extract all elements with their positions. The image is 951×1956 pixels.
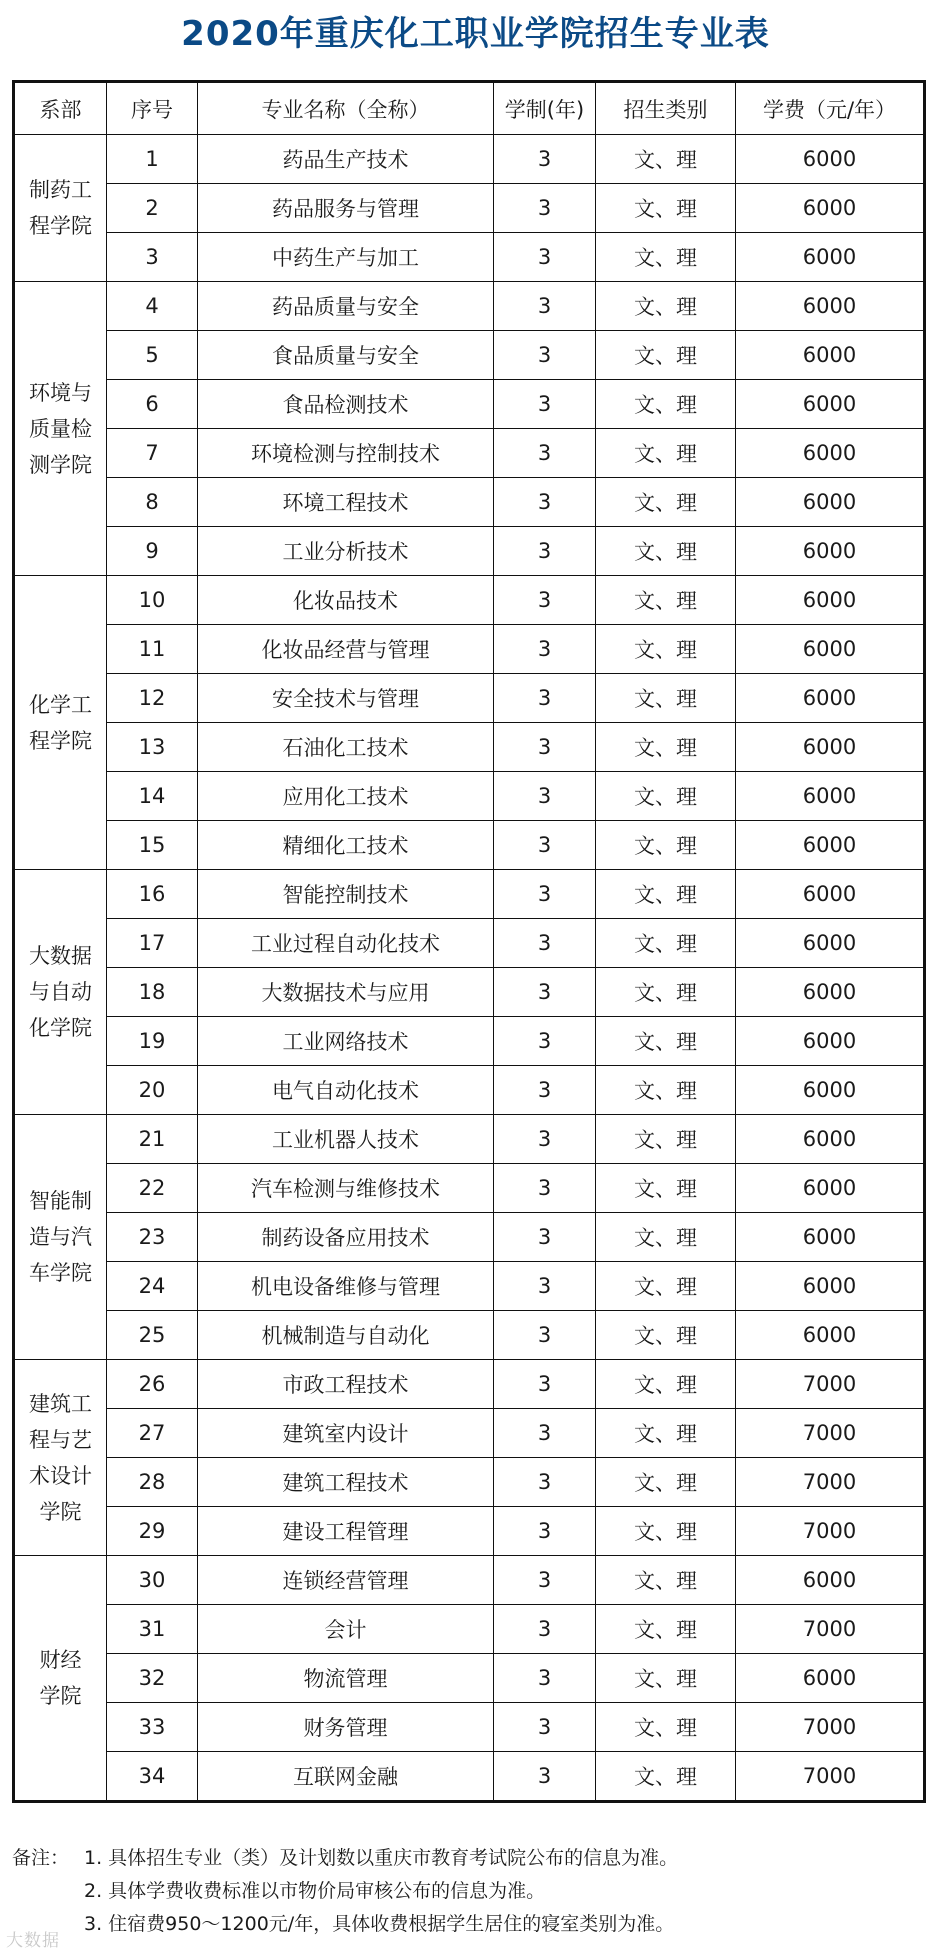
years-cell: 3 (494, 1654, 596, 1703)
major-name-cell: 食品检测技术 (198, 380, 494, 429)
department-name-line: 程与艺 (29, 1427, 92, 1452)
major-name-cell: 化妆品技术 (198, 576, 494, 625)
table-row (14, 968, 925, 1017)
years-cell: 3 (494, 1360, 596, 1409)
table-row (14, 1458, 925, 1507)
department-cell (14, 1556, 107, 1802)
tuition-cell: 6000 (736, 1654, 925, 1703)
tuition-cell: 6000 (736, 1311, 925, 1360)
major-number-cell: 11 (107, 625, 198, 674)
tuition-cell: 6000 (736, 429, 925, 478)
major-number-cell: 4 (107, 282, 198, 331)
table-row (14, 1066, 925, 1115)
tuition-cell: 6000 (736, 1213, 925, 1262)
table-row (14, 1605, 925, 1654)
table-row (14, 331, 925, 380)
category-cell: 文、理 (596, 1262, 736, 1311)
majors-table (12, 80, 926, 1803)
department-name-line: 学院 (39, 1684, 82, 1708)
major-name-cell: 药品生产技术 (198, 135, 494, 184)
department-cell (14, 576, 107, 870)
major-name-cell: 大数据技术与应用 (198, 968, 494, 1017)
table-row (14, 1507, 925, 1556)
table-row (14, 1752, 925, 1802)
major-name-cell: 互联网金融 (198, 1752, 494, 1802)
category-cell: 文、理 (596, 1605, 736, 1654)
department-name-line: 程学院 (29, 728, 92, 753)
tuition-cell: 6000 (736, 135, 925, 184)
table-row (14, 1703, 925, 1752)
major-number-cell: 28 (107, 1458, 198, 1507)
category-cell: 文、理 (596, 1507, 736, 1556)
years-cell: 3 (494, 1507, 596, 1556)
table-row (14, 429, 925, 478)
tuition-cell: 6000 (736, 527, 925, 576)
major-number-cell: 3 (107, 233, 198, 282)
major-number-cell: 1 (107, 135, 198, 184)
category-cell: 文、理 (596, 135, 736, 184)
category-cell: 文、理 (596, 1360, 736, 1409)
tuition-cell: 6000 (736, 723, 925, 772)
tuition-cell: 6000 (736, 380, 925, 429)
table-row (14, 1017, 925, 1066)
table-row (14, 478, 925, 527)
header-years: 学制(年) (494, 82, 596, 135)
table-row (14, 576, 925, 625)
major-number-cell: 23 (107, 1213, 198, 1262)
years-cell: 3 (494, 1311, 596, 1360)
years-cell: 3 (494, 968, 596, 1017)
years-cell: 3 (494, 1213, 596, 1262)
years-cell: 3 (494, 233, 596, 282)
years-cell: 3 (494, 1115, 596, 1164)
table-header-row (14, 82, 925, 135)
department-name-line: 学院 (39, 1499, 82, 1524)
tuition-cell: 6000 (736, 478, 925, 527)
category-cell: 文、理 (596, 184, 736, 233)
category-cell: 文、理 (596, 282, 736, 331)
category-cell: 文、理 (596, 527, 736, 576)
tuition-cell: 6000 (736, 870, 925, 919)
tuition-cell: 7000 (736, 1458, 925, 1507)
department-name-line: 财经 (39, 1648, 82, 1672)
category-cell: 文、理 (596, 1164, 736, 1213)
table-row (14, 1164, 925, 1213)
category-cell: 文、理 (596, 380, 736, 429)
category-cell: 文、理 (596, 1703, 736, 1752)
table-row (14, 135, 925, 184)
major-number-cell: 25 (107, 1311, 198, 1360)
category-cell: 文、理 (596, 576, 736, 625)
major-number-cell: 7 (107, 429, 198, 478)
note-item: 1. 具体招生专业（类）及计划数以重庆市教育考试院公布的信息为准。 (84, 1847, 679, 1869)
years-cell: 3 (494, 331, 596, 380)
tuition-cell: 6000 (736, 1115, 925, 1164)
department-name-line: 测学院 (29, 452, 92, 477)
tuition-cell: 6000 (736, 625, 925, 674)
header-tuition: 学费（元/年） (736, 82, 925, 135)
category-cell: 文、理 (596, 723, 736, 772)
years-cell: 3 (494, 478, 596, 527)
tuition-cell: 6000 (736, 1556, 925, 1605)
years-cell: 3 (494, 870, 596, 919)
years-cell: 3 (494, 723, 596, 772)
major-number-cell: 31 (107, 1605, 198, 1654)
header-category: 招生类别 (596, 82, 736, 135)
department-cell (14, 135, 107, 282)
major-number-cell: 15 (107, 821, 198, 870)
table-row (14, 625, 925, 674)
category-cell: 文、理 (596, 1556, 736, 1605)
major-number-cell: 20 (107, 1066, 198, 1115)
notes-label: 备注： (12, 1847, 70, 1869)
category-cell: 文、理 (596, 331, 736, 380)
major-name-cell: 石油化工技术 (198, 723, 494, 772)
major-name-cell: 财务管理 (198, 1703, 494, 1752)
table-row (14, 1654, 925, 1703)
major-number-cell: 6 (107, 380, 198, 429)
tuition-cell: 7000 (736, 1409, 925, 1458)
table-row (14, 1556, 925, 1605)
tuition-cell: 7000 (736, 1507, 925, 1556)
tuition-cell: 6000 (736, 772, 925, 821)
category-cell: 文、理 (596, 1458, 736, 1507)
major-number-cell: 30 (107, 1556, 198, 1605)
major-name-cell: 市政工程技术 (198, 1360, 494, 1409)
department-cell (14, 1360, 107, 1556)
category-cell: 文、理 (596, 1311, 736, 1360)
years-cell: 3 (494, 380, 596, 429)
majors-table-container (12, 80, 923, 1803)
years-cell: 3 (494, 429, 596, 478)
major-number-cell: 9 (107, 527, 198, 576)
category-cell: 文、理 (596, 919, 736, 968)
major-number-cell: 18 (107, 968, 198, 1017)
major-name-cell: 制药设备应用技术 (198, 1213, 494, 1262)
table-row (14, 821, 925, 870)
years-cell: 3 (494, 1458, 596, 1507)
tuition-cell: 6000 (736, 1164, 925, 1213)
table-row (14, 919, 925, 968)
years-cell: 3 (494, 282, 596, 331)
tuition-cell: 6000 (736, 184, 925, 233)
table-row (14, 1409, 925, 1458)
table-row (14, 674, 925, 723)
years-cell: 3 (494, 1409, 596, 1458)
note-item: 2. 具体学费收费标准以市物价局审核公布的信息为准。 (84, 1880, 546, 1902)
major-name-cell: 环境工程技术 (198, 478, 494, 527)
department-name-line: 环境与 (29, 380, 92, 405)
tuition-cell: 6000 (736, 674, 925, 723)
years-cell: 3 (494, 1703, 596, 1752)
category-cell: 文、理 (596, 674, 736, 723)
department-name-line: 程学院 (29, 214, 92, 238)
major-name-cell: 建设工程管理 (198, 1507, 494, 1556)
major-number-cell: 32 (107, 1654, 198, 1703)
department-name-line: 化学工 (29, 692, 92, 717)
category-cell: 文、理 (596, 772, 736, 821)
major-name-cell: 精细化工技术 (198, 821, 494, 870)
years-cell: 3 (494, 527, 596, 576)
department-name-line: 造与汽 (29, 1225, 92, 1249)
major-number-cell: 17 (107, 919, 198, 968)
major-number-cell: 34 (107, 1752, 198, 1802)
table-row (14, 380, 925, 429)
years-cell: 3 (494, 625, 596, 674)
major-number-cell: 21 (107, 1115, 198, 1164)
tuition-cell: 6000 (736, 1017, 925, 1066)
major-name-cell: 药品服务与管理 (198, 184, 494, 233)
notes-section (12, 1842, 932, 1941)
category-cell: 文、理 (596, 821, 736, 870)
tuition-cell: 6000 (736, 1066, 925, 1115)
table-row (14, 1115, 925, 1164)
major-number-cell: 8 (107, 478, 198, 527)
category-cell: 文、理 (596, 429, 736, 478)
tuition-cell: 7000 (736, 1752, 925, 1802)
years-cell: 3 (494, 576, 596, 625)
department-name-line: 术设计 (29, 1463, 92, 1488)
major-name-cell: 汽车检测与维修技术 (198, 1164, 494, 1213)
major-number-cell: 26 (107, 1360, 198, 1409)
major-name-cell: 建筑工程技术 (198, 1458, 494, 1507)
major-name-cell: 食品质量与安全 (198, 331, 494, 380)
major-name-cell: 环境检测与控制技术 (198, 429, 494, 478)
major-number-cell: 29 (107, 1507, 198, 1556)
table-row (14, 282, 925, 331)
category-cell: 文、理 (596, 478, 736, 527)
major-name-cell: 安全技术与管理 (198, 674, 494, 723)
major-name-cell: 工业过程自动化技术 (198, 919, 494, 968)
category-cell: 文、理 (596, 1213, 736, 1262)
table-row (14, 184, 925, 233)
department-name-line: 与自动 (29, 980, 92, 1004)
table-row (14, 772, 925, 821)
major-number-cell: 24 (107, 1262, 198, 1311)
years-cell: 3 (494, 772, 596, 821)
table-row (14, 723, 925, 772)
major-name-cell: 工业机器人技术 (198, 1115, 494, 1164)
tuition-cell: 7000 (736, 1360, 925, 1409)
table-body (14, 135, 925, 1802)
years-cell: 3 (494, 1017, 596, 1066)
category-cell: 文、理 (596, 1752, 736, 1802)
major-number-cell: 14 (107, 772, 198, 821)
tuition-cell: 6000 (736, 576, 925, 625)
major-number-cell: 22 (107, 1164, 198, 1213)
major-name-cell: 中药生产与加工 (198, 233, 494, 282)
department-cell (14, 870, 107, 1115)
category-cell: 文、理 (596, 1066, 736, 1115)
table-row (14, 527, 925, 576)
years-cell: 3 (494, 1262, 596, 1311)
years-cell: 3 (494, 1164, 596, 1213)
tuition-cell: 7000 (736, 1703, 925, 1752)
major-number-cell: 10 (107, 576, 198, 625)
department-name-line: 车学院 (29, 1261, 92, 1285)
category-cell: 文、理 (596, 1017, 736, 1066)
note-item: 3. 住宿费950～1200元/年，具体收费根据学生居住的寝室类别为准。 (84, 1913, 675, 1935)
major-name-cell: 物流管理 (198, 1654, 494, 1703)
category-cell: 文、理 (596, 870, 736, 919)
department-name-line: 建筑工 (29, 1391, 92, 1416)
years-cell: 3 (494, 919, 596, 968)
table-row (14, 870, 925, 919)
department-cell (14, 1115, 107, 1360)
major-number-cell: 5 (107, 331, 198, 380)
years-cell: 3 (494, 674, 596, 723)
major-name-cell: 机电设备维修与管理 (198, 1262, 494, 1311)
table-row (14, 233, 925, 282)
table-row (14, 1311, 925, 1360)
tuition-cell: 6000 (736, 233, 925, 282)
table-row (14, 1213, 925, 1262)
major-name-cell: 智能控制技术 (198, 870, 494, 919)
major-number-cell: 12 (107, 674, 198, 723)
tuition-cell: 6000 (736, 1262, 925, 1311)
watermark: 大数据 (6, 1931, 60, 1951)
years-cell: 3 (494, 184, 596, 233)
major-name-cell: 机械制造与自动化 (198, 1311, 494, 1360)
category-cell: 文、理 (596, 968, 736, 1017)
major-number-cell: 19 (107, 1017, 198, 1066)
category-cell: 文、理 (596, 1115, 736, 1164)
years-cell: 3 (494, 821, 596, 870)
major-name-cell: 化妆品经营与管理 (198, 625, 494, 674)
header-major-name: 专业名称（全称） (198, 82, 494, 135)
major-name-cell: 工业网络技术 (198, 1017, 494, 1066)
major-number-cell: 13 (107, 723, 198, 772)
major-name-cell: 建筑室内设计 (198, 1409, 494, 1458)
major-name-cell: 会计 (198, 1605, 494, 1654)
years-cell: 3 (494, 1066, 596, 1115)
major-name-cell: 工业分析技术 (198, 527, 494, 576)
header-department: 系部 (14, 82, 107, 135)
category-cell: 文、理 (596, 1654, 736, 1703)
major-name-cell: 连锁经营管理 (198, 1556, 494, 1605)
major-number-cell: 16 (107, 870, 198, 919)
department-name-line: 智能制 (29, 1189, 92, 1213)
major-number-cell: 33 (107, 1703, 198, 1752)
years-cell: 3 (494, 135, 596, 184)
major-number-cell: 27 (107, 1409, 198, 1458)
tuition-cell: 6000 (736, 821, 925, 870)
tuition-cell: 6000 (736, 968, 925, 1017)
years-cell: 3 (494, 1752, 596, 1802)
tuition-cell: 7000 (736, 1605, 925, 1654)
years-cell: 3 (494, 1556, 596, 1605)
tuition-cell: 6000 (736, 282, 925, 331)
category-cell: 文、理 (596, 233, 736, 282)
department-name-line: 质量检 (29, 416, 92, 441)
page-title: 2020年重庆化工职业学院招生专业表 (181, 14, 770, 54)
tuition-cell: 6000 (736, 919, 925, 968)
major-name-cell: 药品质量与安全 (198, 282, 494, 331)
major-number-cell: 2 (107, 184, 198, 233)
years-cell: 3 (494, 1605, 596, 1654)
department-name-line: 制药工 (29, 178, 92, 202)
category-cell: 文、理 (596, 1409, 736, 1458)
department-name-line: 化学院 (29, 1016, 92, 1040)
major-name-cell: 电气自动化技术 (198, 1066, 494, 1115)
department-name-line: 大数据 (29, 944, 92, 968)
major-name-cell: 应用化工技术 (198, 772, 494, 821)
category-cell: 文、理 (596, 625, 736, 674)
department-cell (14, 282, 107, 576)
table-row (14, 1262, 925, 1311)
table-row (14, 1360, 925, 1409)
header-number: 序号 (107, 82, 198, 135)
tuition-cell: 6000 (736, 331, 925, 380)
